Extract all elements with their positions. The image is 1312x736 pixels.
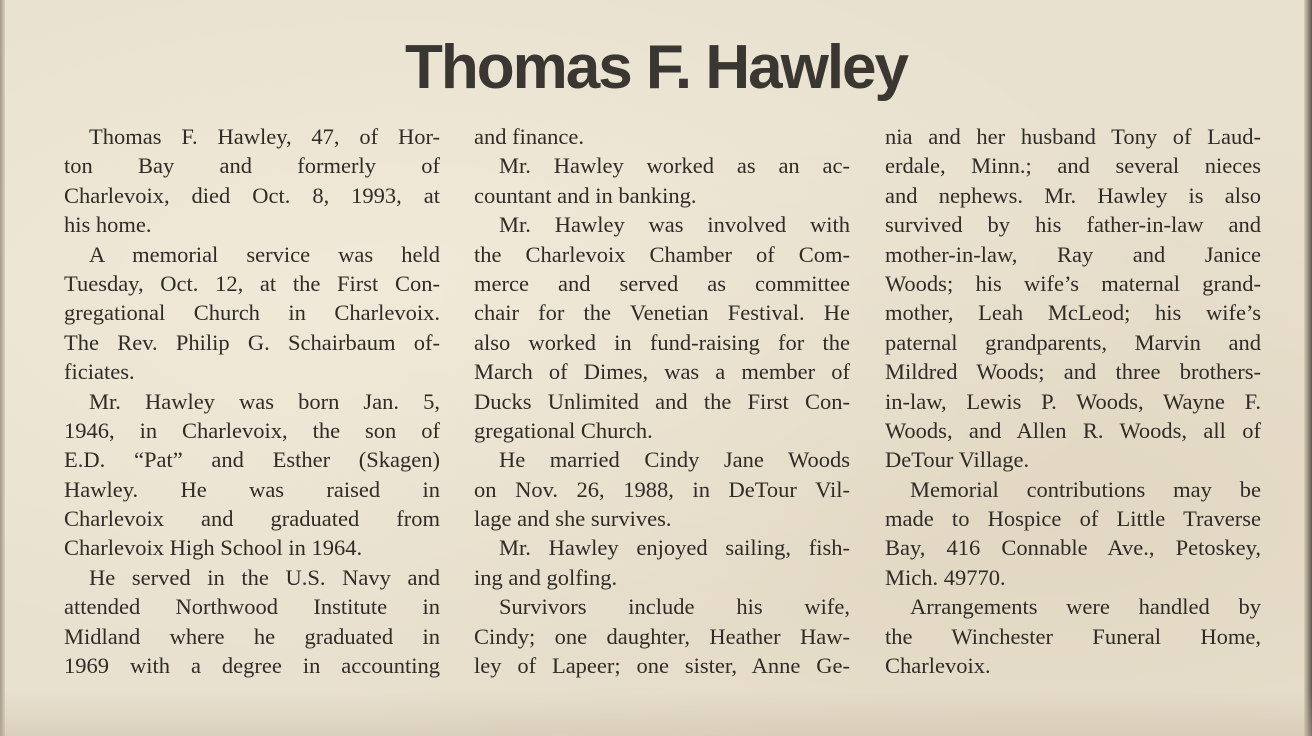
clipping-bottom-shade xyxy=(0,690,1312,736)
text-line: survived by his father-in-law and xyxy=(885,212,1261,238)
text-line: Mr. Hawley was born Jan. 5, xyxy=(89,388,440,414)
clipping-right-edge xyxy=(1304,0,1312,736)
text-line: Charlevoix High School in 1964. xyxy=(64,535,363,561)
article-column-1 xyxy=(64,122,440,680)
text-line: the Winchester Funeral Home, xyxy=(885,623,1261,649)
text-line: Mildred Woods; and three brothers- xyxy=(885,359,1261,385)
text-line: mother-in-law, Ray and Janice xyxy=(885,241,1261,267)
text-line: gregational Church. xyxy=(474,417,653,443)
text-line: attended Northwood Institute in xyxy=(64,594,440,620)
text-line: gregational Church in Charlevoix. xyxy=(64,300,440,326)
text-line: and nephews. Mr. Hawley is also xyxy=(885,182,1261,208)
text-line: on Nov. 26, 1988, in DeTour Vil- xyxy=(474,476,850,502)
text-line: Mr. Hawley was involved with xyxy=(499,212,850,238)
text-line: made to Hospice of Little Traverse xyxy=(885,506,1261,532)
text-line: erdale, Minn.; and several nieces xyxy=(885,153,1261,179)
text-line: paternal grandparents, Marvin and xyxy=(885,329,1261,355)
text-line: also worked in fund-raising for the xyxy=(474,329,850,355)
text-line: ing and golfing. xyxy=(474,564,618,590)
text-line: mother, Leah McLeod; his wife’s xyxy=(885,300,1261,326)
text-line: Arrangements were handled by xyxy=(910,594,1261,620)
text-line: and finance. xyxy=(474,124,584,149)
text-line: the Charlevoix Chamber of Com- xyxy=(474,241,850,267)
text-line: Mr. Hawley enjoyed sailing, fish- xyxy=(499,535,850,561)
text-line: The Rev. Philip G. Schairbaum of- xyxy=(64,329,440,355)
text-line: Thomas F. Hawley, 47, of Hor- xyxy=(89,124,440,149)
text-line: Charlevoix and graduated from xyxy=(64,506,440,532)
text-line: Midland where he graduated in xyxy=(64,623,440,649)
article-column-3 xyxy=(885,122,1261,680)
text-line: Hawley. He was raised in xyxy=(64,476,440,502)
text-line: lage and she survives. xyxy=(474,506,672,532)
text-line: Cindy; one daughter, Heather Haw- xyxy=(474,623,850,649)
text-line: March of Dimes, was a member of xyxy=(474,359,850,385)
text-line: Tuesday, Oct. 12, at the First Con- xyxy=(64,270,440,296)
text-line: Woods, and Allen R. Woods, all of xyxy=(885,417,1261,443)
text-line: DeTour Village. xyxy=(885,447,1030,473)
text-line: A memorial service was held xyxy=(89,241,440,267)
clipping-left-edge xyxy=(0,0,5,736)
text-line: Mr. Hawley worked as an ac- xyxy=(499,153,850,179)
article-column-2 xyxy=(474,122,850,680)
text-line: Charlevoix, died Oct. 8, 1993, at xyxy=(64,182,440,208)
text-line: Memorial contributions may be xyxy=(910,476,1261,502)
text-line: Survivors include his wife, xyxy=(499,594,850,620)
text-line: He served in the U.S. Navy and xyxy=(89,564,440,590)
text-line: ley of Lapeer; one sister, Anne Ge- xyxy=(474,653,850,679)
text-line: Charlevoix. xyxy=(885,653,991,679)
text-line: Woods; his wife’s maternal grand- xyxy=(885,270,1261,296)
text-line: ton Bay and formerly of xyxy=(64,153,440,179)
text-line: chair for the Venetian Festival. He xyxy=(474,300,850,326)
text-line: merce and served as committee xyxy=(474,270,850,296)
text-line: Mich. 49770. xyxy=(885,564,1006,590)
text-line: countant and in banking. xyxy=(474,182,697,208)
text-line: in-law, Lewis P. Woods, Wayne F. xyxy=(885,388,1261,414)
text-line: Ducks Unlimited and the First Con- xyxy=(474,388,850,414)
text-line: E.D. “Pat” and Esther (Skagen) xyxy=(64,447,440,473)
text-line: Bay, 416 Connable Ave., Petoskey, xyxy=(885,535,1261,561)
text-line: his home. xyxy=(64,212,152,238)
text-line: 1946, in Charlevoix, the son of xyxy=(64,417,440,443)
text-line: nia and her husband Tony of Laud- xyxy=(885,124,1261,149)
text-line: 1969 with a degree in accounting xyxy=(64,653,440,679)
text-line: He married Cindy Jane Woods xyxy=(499,447,850,473)
text-line: ficiates. xyxy=(64,359,135,385)
obituary-headline: Thomas F. Hawley xyxy=(404,33,908,102)
